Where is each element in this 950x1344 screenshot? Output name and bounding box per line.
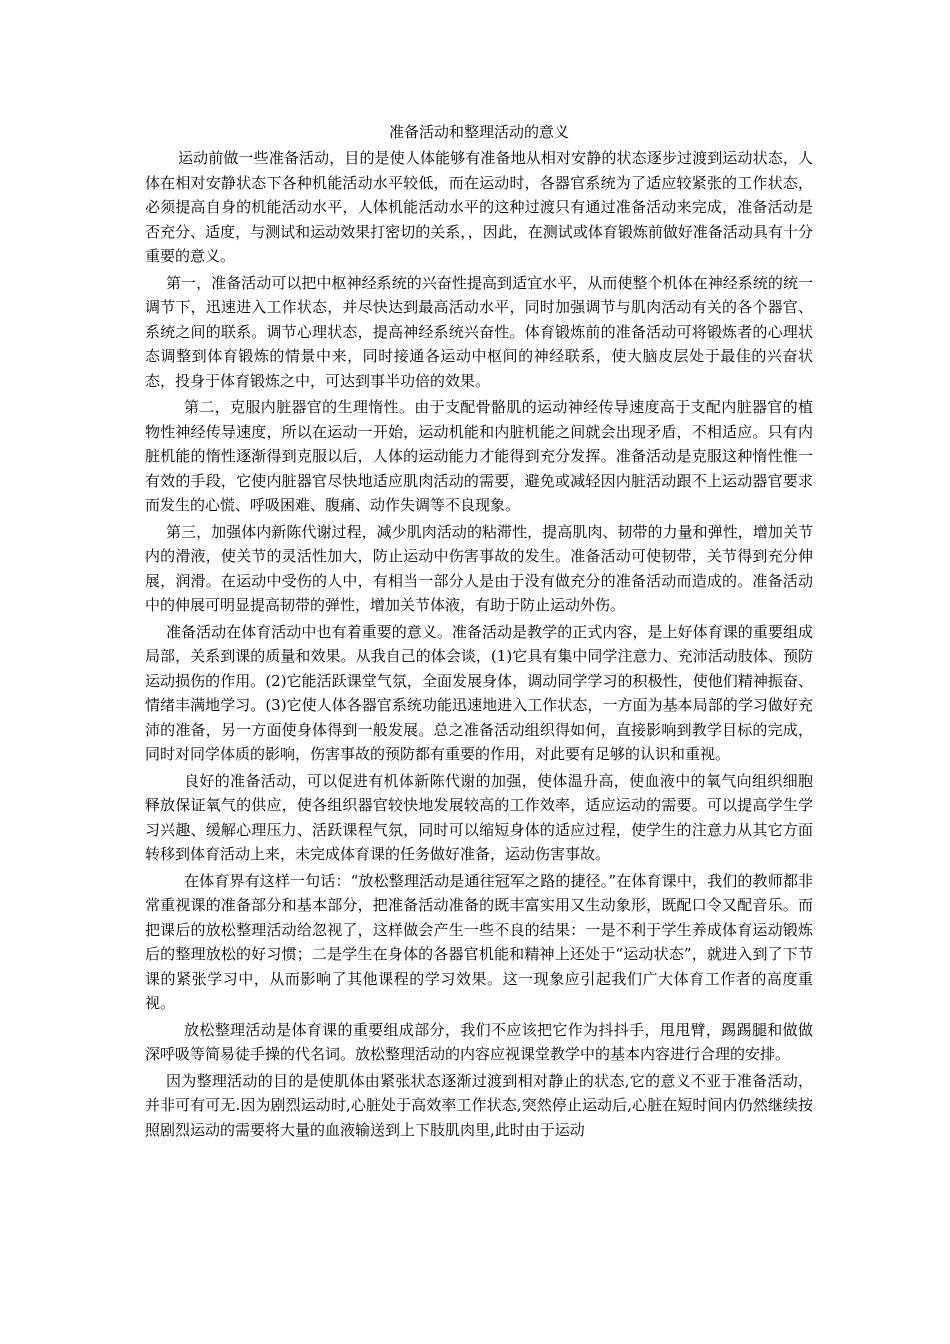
document-body (145, 120, 813, 1144)
paragraph-third-point: 第三，加强体内新陈代谢过程，减少肌肉活动的粘滞性，提高肌肉、韧带的力量和弹性，增加关节内的滑液，使关节的灵活性加大，防止运动中伤害事故的发生。准备活动可使韧带，关节得到充分伸展，润滑。在运动中受伤的人中，有相当一部分人是由于没有做充分的准备活动而造成的。准备活动中的伸展可明显提高韧带的弹性，增加关节体液，有助于防止运动外伤。 (145, 522, 813, 614)
paragraph-cooldown-quote: 在体育界有这样一句话：“放松整理活动是通往冠军之路的捷径。”在体育课中，我们的教师都非常重视课的准备部分和基本部分，把准备活动准备的既丰富实用又生动象形，既配口令又配音乐。而把课后的放松整理活动给忽视了，这样做会产生一些不良的结果：一是不利于学生养成体育运动锻炼后的整理放松的好习惯；二是学生在身体的各器官机能和精神上还处于“运动状态”，就进入到了下节课的紧张学习中，从而影响了其他课程的学习效果。这一现象应引起我们广大体育工作者的高度重视。 (145, 871, 813, 1012)
paragraph-first-point: 第一，准备活动可以把中枢神经系统的兴奋性提高到适宜水平，从而使整个机体在神经系统的统一调节下，迅速进入工作状态，并尽快达到最高活动水平，同时加强调节与肌肉活动有关的各个器官、系统之间的联系。调节心理状态，提高神经系统兴奋性。体育锻炼前的准备活动可将锻炼者的心理状态调整到体育锻炼的情景中来，同时接通各运动中枢间的神经联系，使大脑皮层处于最佳的兴奋状态，投身于体育锻炼之中，可达到事半功倍的效果。 (145, 273, 813, 390)
paragraph-cooldown-content: 放松整理活动是体育课的重要组成部分，我们不应该把它作为抖抖手，甩甩臂，踢踢腿和做做深呼吸等简易徒手操的代名词。放松整理活动的内容应视课堂教学中的基本内容进行合理的安排。 (145, 1020, 813, 1063)
paragraph-good-warmup: 良好的准备活动，可以促进有机体新陈代谢的加强，使体温升高，使血液中的氧气向组织细胞释放保证氧气的供应，使各组织器官较快地发展较高的工作效率，适应运动的需要。可以提高学生学习兴趣、缓解心理压力、活跃课程气氛，同时可以缩短身体的适应过程，使学生的注意力从其它方面转移到体育活动上来，未完成体育课的任务做好准备，运动伤害事故。 (145, 771, 813, 863)
paragraph-second-point: 第二，克服内脏器官的生理惰性。由于支配骨骼肌的运动神经传导速度高于支配内脏器官的植物性神经传导速度，所以在运动一开始，运动机能和内脏机能之间就会出现矛盾，不相适应。只有内脏机能的惰性逐渐得到克服以后，人体的运动能力才能得到充分发挥。准备活动是克服这种惰性惟一有效的手段，它使内脏器官尽快地适应肌肉活动的需要，避免或减轻因内脏活动跟不上运动器官要求而发生的心慌、呼吸困难、腹痛、动作失调等不良现象。 (145, 398, 813, 514)
paragraph-cooldown-purpose: 因为整理活动的目的是使肌体由紧张状态逐渐过渡到相对静止的状态,它的意义不亚于准备活动，并非可有可无.因为剧烈运动时,心脏处于高效率工作状态,突然停止运动后,心脏在短时间内仍然继续按照剧烈运动的需要将大量的血液输送到上下肢肌肉里,此时由于运动 (145, 1071, 813, 1139)
paragraph-intro: 运动前做一些准备活动，目的是使人体能够有准备地从相对安静的状态逐步过渡到运动状态，人体在相对安静状态下各种机能活动水平较低，而在运动时，各器官系统为了适应较紧张的工作状态，必须提高自身的机能活动水平，人体机能活动水平的这种过渡只有通过准备活动来完成，准备活动是否充分、适度，与测试和运动效果打密切的关系，，因此，在测试或体育锻炼前做好准备活动具有十分重要的意义。 (145, 149, 813, 265)
document-title: 准备活动和整理活动的意义 (388, 123, 569, 141)
paragraph-teaching-significance: 准备活动在体育活动中也有着重要的意义。准备活动是教学的正式内容，是上好体育课的重要组成局部，关系到课的质量和效果。从我自己的体会谈，(1)它具有集中同学注意力、充沛活动肢体、预防运动损伤的作用。(2)它能活跃课堂气氛，全面发展身体，调动同学学习的积极性，使他们精神振奋、情绪丰满地学习。(3)它使人体各器官系统功能迅速地进入工作状态，一方面为基本局部的学习做好充沛的准备，另一方面使身体得到一般发展。总之准备活动组织得如何，直接影响到教学目标的完成，同时对同学体质的影响，伤害事故的预防都有重要的作用，对此要有足够的认识和重视。 (145, 622, 813, 763)
